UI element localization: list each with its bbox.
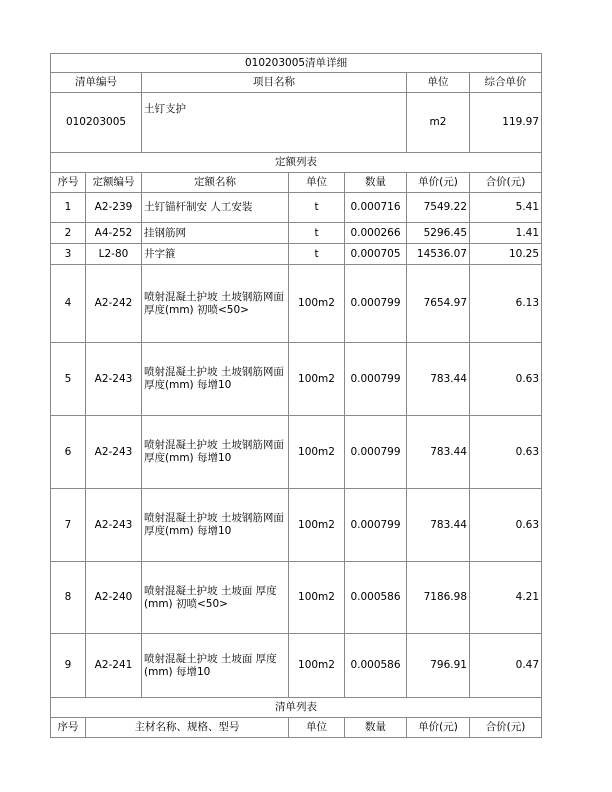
quota-total: 10.25 [470, 244, 542, 265]
mat-col-header-price: 单价(元) [407, 718, 470, 738]
code-header: 清单编号 [51, 73, 142, 93]
quota-unit: 100m2 [289, 489, 345, 562]
quota-unit: t [289, 193, 345, 223]
mat-col-header-no: 序号 [51, 718, 86, 738]
table-row [51, 489, 542, 562]
quota-no: 2 [51, 223, 86, 244]
item-row [51, 93, 542, 153]
table-row [51, 223, 542, 244]
table-row [51, 193, 542, 223]
quota-code: A2-242 [86, 265, 142, 343]
mat-col-header-name: 主材名称、规格、型号 [86, 718, 289, 738]
item-price: 119.97 [470, 93, 542, 153]
quota-total: 5.41 [470, 193, 542, 223]
quota-header-row [51, 173, 542, 193]
quota-total: 0.47 [470, 634, 542, 698]
quota-total: 6.13 [470, 265, 542, 343]
quota-no: 8 [51, 562, 86, 634]
name-header: 项目名称 [142, 73, 407, 93]
quota-qty: 0.000799 [345, 343, 407, 416]
quota-total: 0.63 [470, 343, 542, 416]
quota-code: A4-252 [86, 223, 142, 244]
quota-code: A2-243 [86, 416, 142, 489]
table-row [51, 562, 542, 634]
quota-price: 796.91 [407, 634, 470, 698]
quota-no: 1 [51, 193, 86, 223]
table-row [51, 244, 542, 265]
material-header-row [51, 718, 542, 738]
quota-price: 783.44 [407, 489, 470, 562]
quota-price: 783.44 [407, 343, 470, 416]
quota-price: 5296.45 [407, 223, 470, 244]
quota-qty: 0.000716 [345, 193, 407, 223]
table-row [51, 343, 542, 416]
quota-price: 7654.97 [407, 265, 470, 343]
mat-col-header-unit: 单位 [289, 718, 345, 738]
quota-price: 14536.07 [407, 244, 470, 265]
material-section-title: 清单列表 [51, 698, 542, 718]
col-header-code: 定额编号 [86, 173, 142, 193]
quota-no: 3 [51, 244, 86, 265]
table-row [51, 416, 542, 489]
item-code: 010203005 [51, 93, 142, 153]
quota-price: 783.44 [407, 416, 470, 489]
quota-code: A2-240 [86, 562, 142, 634]
table-title: 010203005清单详细 [51, 54, 542, 73]
quota-section-title: 定额列表 [51, 153, 542, 173]
quota-name: 喷射混凝土护坡 土坡钢筋网面 厚度(mm) 每增10 [142, 343, 289, 416]
price-header: 综合单价 [470, 73, 542, 93]
col-header-qty: 数量 [345, 173, 407, 193]
quota-qty: 0.000266 [345, 223, 407, 244]
col-header-unit: 单位 [289, 173, 345, 193]
quota-no: 5 [51, 343, 86, 416]
bill-detail-table [50, 53, 542, 738]
quota-unit: 100m2 [289, 562, 345, 634]
col-header-total: 合价(元) [470, 173, 542, 193]
quota-name: 喷射混凝土护坡 土坡面 厚度(mm) 每增10 [142, 634, 289, 698]
quota-qty: 0.000799 [345, 489, 407, 562]
unit-header: 单位 [407, 73, 470, 93]
quota-name: 土钉锚杆制安 人工安装 [142, 193, 289, 223]
quota-total: 4.21 [470, 562, 542, 634]
quota-rows [51, 193, 542, 698]
quota-no: 7 [51, 489, 86, 562]
quota-qty: 0.000799 [345, 416, 407, 489]
quota-code: A2-241 [86, 634, 142, 698]
quota-price: 7549.22 [407, 193, 470, 223]
quota-name: 喷射混凝土护坡 土坡面 厚度(mm) 初喷<50> [142, 562, 289, 634]
quota-no: 9 [51, 634, 86, 698]
col-header-price: 单价(元) [407, 173, 470, 193]
quota-total: 1.41 [470, 223, 542, 244]
col-header-name: 定额名称 [142, 173, 289, 193]
mat-col-header-qty: 数量 [345, 718, 407, 738]
quota-qty: 0.000705 [345, 244, 407, 265]
mat-col-header-total: 合价(元) [470, 718, 542, 738]
quota-code: A2-243 [86, 489, 142, 562]
quota-qty: 0.000586 [345, 634, 407, 698]
item-name: 土钉支护 [142, 93, 407, 153]
quota-code: L2-80 [86, 244, 142, 265]
quota-no: 6 [51, 416, 86, 489]
quota-name: 喷射混凝土护坡 土坡钢筋网面 厚度(mm) 初喷<50> [142, 265, 289, 343]
quota-name: 喷射混凝土护坡 土坡钢筋网面 厚度(mm) 每增10 [142, 489, 289, 562]
quota-unit: 100m2 [289, 634, 345, 698]
quota-name: 挂钢筋网 [142, 223, 289, 244]
quota-name: 井字箍 [142, 244, 289, 265]
quota-unit: 100m2 [289, 416, 345, 489]
table-row [51, 265, 542, 343]
quota-total: 0.63 [470, 489, 542, 562]
item-header-row [51, 73, 542, 93]
quota-code: A2-239 [86, 193, 142, 223]
quota-total: 0.63 [470, 416, 542, 489]
quota-code: A2-243 [86, 343, 142, 416]
quota-unit: t [289, 223, 345, 244]
quota-name: 喷射混凝土护坡 土坡钢筋网面 厚度(mm) 每增10 [142, 416, 289, 489]
table-row [51, 634, 542, 698]
quota-unit: 100m2 [289, 265, 345, 343]
quota-unit: t [289, 244, 345, 265]
quota-qty: 0.000799 [345, 265, 407, 343]
item-unit: m2 [407, 93, 470, 153]
quota-unit: 100m2 [289, 343, 345, 416]
quota-qty: 0.000586 [345, 562, 407, 634]
col-header-no: 序号 [51, 173, 86, 193]
quota-price: 7186.98 [407, 562, 470, 634]
quota-no: 4 [51, 265, 86, 343]
